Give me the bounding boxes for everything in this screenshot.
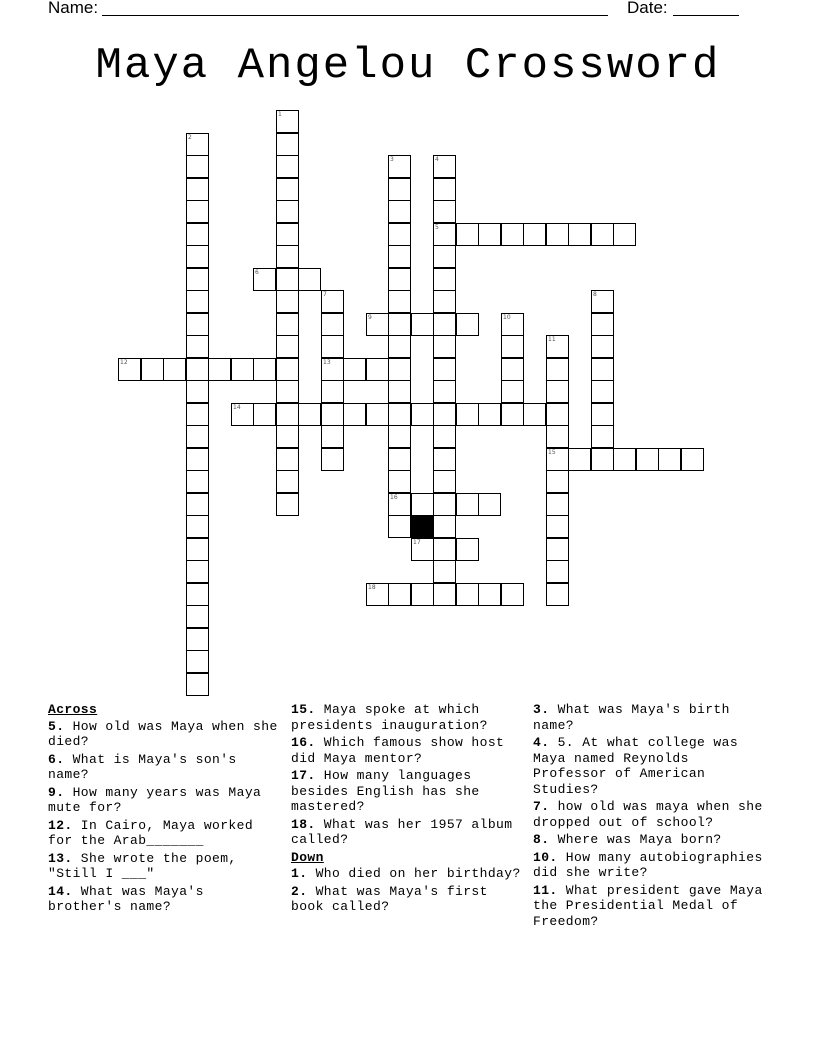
crossword-cell[interactable] bbox=[546, 380, 569, 403]
crossword-cell[interactable] bbox=[433, 313, 456, 336]
blocked-square bbox=[411, 515, 434, 538]
crossword-cell[interactable] bbox=[546, 448, 569, 471]
crossword-cell[interactable] bbox=[613, 448, 636, 471]
clue-text: What was Maya's first book called? bbox=[291, 883, 488, 914]
clue-text: How many languages besides English has she mastered? bbox=[291, 768, 480, 814]
crossword-cell[interactable] bbox=[208, 358, 231, 381]
clue-down-7 bbox=[533, 799, 769, 830]
crossword-cell[interactable] bbox=[636, 448, 659, 471]
crossword-cell[interactable] bbox=[388, 425, 411, 448]
cell-number: 10 bbox=[503, 314, 511, 321]
cell-number: 2 bbox=[188, 134, 192, 141]
clue-number: 15. bbox=[291, 702, 316, 717]
crossword-cell[interactable] bbox=[388, 178, 411, 201]
cell-number: 17 bbox=[413, 539, 421, 546]
crossword-cell[interactable] bbox=[186, 380, 209, 403]
crossword-cell[interactable] bbox=[546, 583, 569, 606]
cell-number: 14 bbox=[233, 404, 241, 411]
crossword-cell[interactable] bbox=[276, 223, 299, 246]
crossword-cell[interactable] bbox=[388, 155, 411, 178]
crossword-cell[interactable] bbox=[186, 245, 209, 268]
crossword-cell[interactable] bbox=[276, 425, 299, 448]
name-label: Name: bbox=[48, 0, 99, 17]
crossword-cell[interactable] bbox=[388, 358, 411, 381]
cell-number: 3 bbox=[390, 156, 394, 163]
clue-text: Who died on her birthday? bbox=[307, 866, 521, 881]
clue-text: Which famous show host did Maya mentor? bbox=[291, 735, 505, 766]
crossword-cell[interactable] bbox=[276, 155, 299, 178]
crossword-cell[interactable] bbox=[276, 335, 299, 358]
crossword-cell[interactable] bbox=[456, 403, 479, 426]
clue-number: 8. bbox=[533, 832, 550, 847]
crossword-cell[interactable] bbox=[321, 425, 344, 448]
crossword-cell[interactable] bbox=[186, 335, 209, 358]
crossword-cell[interactable] bbox=[388, 200, 411, 223]
clue-column-1 bbox=[48, 702, 284, 917]
crossword-cell[interactable] bbox=[276, 290, 299, 313]
crossword-cell[interactable] bbox=[433, 268, 456, 291]
crossword-cell[interactable] bbox=[411, 493, 434, 516]
crossword-cell[interactable] bbox=[501, 335, 524, 358]
crossword-cell[interactable] bbox=[591, 290, 614, 313]
clue-column-2 bbox=[291, 702, 527, 917]
page-title: Maya Angelou Crossword bbox=[95, 41, 721, 91]
crossword-cell[interactable] bbox=[478, 583, 501, 606]
crossword-cell[interactable] bbox=[276, 245, 299, 268]
clue-across-16 bbox=[291, 735, 527, 766]
crossword-cell[interactable] bbox=[276, 313, 299, 336]
clue-number: 4. bbox=[533, 735, 550, 750]
crossword-cell[interactable] bbox=[433, 223, 456, 246]
clue-text: What was her 1957 album called? bbox=[291, 816, 513, 847]
clue-across-12 bbox=[48, 818, 284, 849]
crossword-cell[interactable] bbox=[591, 223, 614, 246]
crossword-cell[interactable] bbox=[388, 313, 411, 336]
crossword-cell[interactable] bbox=[388, 493, 411, 516]
clue-number: 6. bbox=[48, 751, 65, 767]
crossword-cell[interactable] bbox=[411, 583, 434, 606]
crossword-cell[interactable] bbox=[186, 628, 209, 651]
crossword-cell[interactable] bbox=[388, 403, 411, 426]
crossword-cell[interactable] bbox=[591, 380, 614, 403]
crossword-cell[interactable] bbox=[546, 515, 569, 538]
clue-number: 16. bbox=[291, 735, 316, 750]
crossword-cell[interactable] bbox=[388, 245, 411, 268]
crossword-cell[interactable] bbox=[276, 493, 299, 516]
crossword-cell[interactable] bbox=[501, 313, 524, 336]
crossword-cell[interactable] bbox=[433, 560, 456, 583]
crossword-cell[interactable] bbox=[523, 403, 546, 426]
crossword-cell[interactable] bbox=[433, 538, 456, 561]
clue-down-1 bbox=[291, 866, 527, 882]
crossword-cell[interactable] bbox=[501, 223, 524, 246]
crossword-cell[interactable] bbox=[186, 470, 209, 493]
crossword-cell[interactable] bbox=[276, 200, 299, 223]
crossword-cell[interactable] bbox=[546, 358, 569, 381]
crossword-cell[interactable] bbox=[411, 538, 434, 561]
cell-number: 13 bbox=[323, 359, 331, 366]
crossword-cell[interactable] bbox=[546, 560, 569, 583]
crossword-cell[interactable] bbox=[276, 178, 299, 201]
cell-number: 6 bbox=[255, 269, 259, 276]
crossword-cell[interactable] bbox=[321, 358, 344, 381]
crossword-cell[interactable] bbox=[366, 583, 389, 606]
crossword-cell[interactable] bbox=[186, 200, 209, 223]
crossword-cell[interactable] bbox=[456, 313, 479, 336]
crossword-cell[interactable] bbox=[276, 268, 299, 291]
crossword-cell[interactable] bbox=[591, 313, 614, 336]
crossword-cell[interactable] bbox=[546, 223, 569, 246]
clue-text: What was Maya's birth name? bbox=[533, 702, 730, 733]
crossword-cell[interactable] bbox=[186, 358, 209, 381]
clue-down-10 bbox=[533, 850, 769, 881]
clue-across-9 bbox=[48, 785, 284, 816]
crossword-cell[interactable] bbox=[321, 290, 344, 313]
crossword-cell[interactable] bbox=[501, 403, 524, 426]
clue-number: 10. bbox=[533, 849, 558, 865]
clue-down-4 bbox=[533, 735, 769, 797]
cell-number: 9 bbox=[368, 314, 372, 321]
crossword-cell[interactable] bbox=[591, 448, 614, 471]
crossword-cell[interactable] bbox=[276, 448, 299, 471]
clue-down-8 bbox=[533, 832, 769, 848]
crossword-cell[interactable] bbox=[388, 470, 411, 493]
clue-across-13 bbox=[48, 851, 284, 882]
crossword-cell[interactable] bbox=[253, 358, 276, 381]
clue-text: How old was Maya when she died? bbox=[48, 718, 278, 749]
crossword-cell[interactable] bbox=[411, 403, 434, 426]
crossword-cell[interactable] bbox=[298, 403, 321, 426]
crossword-cell[interactable] bbox=[388, 335, 411, 358]
crossword-cell[interactable] bbox=[186, 538, 209, 561]
crossword-cell[interactable] bbox=[276, 133, 299, 156]
crossword-cell[interactable] bbox=[186, 155, 209, 178]
crossword-cell[interactable] bbox=[186, 605, 209, 628]
crossword-cell[interactable] bbox=[433, 425, 456, 448]
crossword-cell[interactable] bbox=[501, 358, 524, 381]
clue-down-11 bbox=[533, 883, 769, 930]
crossword-cell[interactable] bbox=[433, 493, 456, 516]
crossword-cell[interactable] bbox=[456, 223, 479, 246]
clue-across-17 bbox=[291, 768, 527, 815]
crossword-cell[interactable] bbox=[478, 403, 501, 426]
crossword-cell[interactable] bbox=[231, 358, 254, 381]
crossword-cell[interactable] bbox=[186, 133, 209, 156]
cell-number: 8 bbox=[593, 291, 597, 298]
crossword-cell[interactable] bbox=[186, 223, 209, 246]
crossword-cell[interactable] bbox=[591, 358, 614, 381]
crossword-cell[interactable] bbox=[456, 493, 479, 516]
crossword-cell[interactable] bbox=[388, 223, 411, 246]
crossword-cell[interactable] bbox=[546, 493, 569, 516]
crossword-cell[interactable] bbox=[186, 583, 209, 606]
crossword-cell[interactable] bbox=[501, 583, 524, 606]
clue-across-5 bbox=[48, 719, 284, 750]
clue-text: Where was Maya born? bbox=[549, 832, 722, 847]
crossword-cell[interactable] bbox=[546, 538, 569, 561]
crossword-cell[interactable] bbox=[186, 673, 209, 696]
crossword-cell[interactable] bbox=[523, 223, 546, 246]
crossword-cell[interactable] bbox=[658, 448, 681, 471]
crossword-cell[interactable] bbox=[388, 268, 411, 291]
cell-number: 7 bbox=[323, 291, 327, 298]
cell-number: 4 bbox=[435, 156, 439, 163]
crossword-cell[interactable] bbox=[546, 335, 569, 358]
crossword-cell[interactable] bbox=[366, 358, 389, 381]
crossword-cell[interactable] bbox=[613, 223, 636, 246]
clue-text: What president gave Maya the Presidential Medal of Freedom? bbox=[533, 882, 763, 929]
crossword-cell[interactable] bbox=[163, 358, 186, 381]
cell-number: 11 bbox=[548, 336, 556, 343]
clue-text: What is Maya's son's name? bbox=[48, 751, 237, 782]
crossword-cell[interactable] bbox=[186, 268, 209, 291]
crossword-cell[interactable] bbox=[433, 245, 456, 268]
clue-number: 17. bbox=[291, 768, 316, 783]
crossword-cell[interactable] bbox=[478, 493, 501, 516]
clue-number: 3. bbox=[533, 702, 550, 717]
cell-number: 18 bbox=[368, 584, 376, 591]
crossword-cell[interactable] bbox=[366, 403, 389, 426]
crossword-cell[interactable] bbox=[366, 313, 389, 336]
clue-number: 11. bbox=[533, 882, 558, 898]
crossword-cell[interactable] bbox=[253, 403, 276, 426]
crossword-cell[interactable] bbox=[433, 155, 456, 178]
crossword-cell[interactable] bbox=[231, 403, 254, 426]
clue-text: how old was maya when she dropped out of school? bbox=[533, 799, 763, 830]
cell-number: 5 bbox=[435, 224, 439, 231]
crossword-cell[interactable] bbox=[276, 403, 299, 426]
across-heading: Across bbox=[48, 702, 98, 717]
crossword-cell[interactable] bbox=[186, 448, 209, 471]
crossword-cell[interactable] bbox=[321, 403, 344, 426]
clue-number: 9. bbox=[48, 784, 65, 800]
cell-number: 16 bbox=[390, 494, 398, 501]
crossword-cell[interactable] bbox=[186, 290, 209, 313]
crossword-cell[interactable] bbox=[276, 358, 299, 381]
crossword-cell[interactable] bbox=[186, 178, 209, 201]
crossword-cell[interactable] bbox=[456, 583, 479, 606]
crossword-cell[interactable] bbox=[186, 560, 209, 583]
down-heading: Down bbox=[291, 849, 324, 865]
crossword-cell[interactable] bbox=[388, 290, 411, 313]
crossword-cell[interactable] bbox=[433, 290, 456, 313]
clue-text: In Cairo, Maya worked for the Arab_______ bbox=[48, 817, 254, 848]
crossword-cell[interactable] bbox=[186, 403, 209, 426]
crossword-cell[interactable] bbox=[388, 448, 411, 471]
crossword-cell[interactable] bbox=[388, 583, 411, 606]
clue-number: 5. bbox=[48, 718, 65, 734]
crossword-cell[interactable] bbox=[186, 425, 209, 448]
crossword-cell[interactable] bbox=[118, 358, 141, 381]
clue-number: 18. bbox=[291, 816, 316, 832]
crossword-cell[interactable] bbox=[433, 583, 456, 606]
crossword-cell[interactable] bbox=[253, 268, 276, 291]
clue-number: 12. bbox=[48, 817, 73, 833]
crossword-cell[interactable] bbox=[276, 380, 299, 403]
clue-across-18 bbox=[291, 817, 527, 848]
crossword-cell[interactable] bbox=[433, 335, 456, 358]
crossword-cell[interactable] bbox=[681, 448, 704, 471]
clue-number: 13. bbox=[48, 850, 73, 866]
crossword-cell[interactable] bbox=[321, 335, 344, 358]
clue-column-3 bbox=[533, 702, 769, 931]
clue-text: She wrote the poem, "Still I ___" bbox=[48, 850, 237, 881]
crossword-cell[interactable] bbox=[276, 110, 299, 133]
crossword-cell[interactable] bbox=[591, 403, 614, 426]
clue-number: 1. bbox=[291, 866, 308, 881]
crossword-cell[interactable] bbox=[456, 538, 479, 561]
date-label: Date: bbox=[627, 0, 668, 17]
crossword-cell[interactable] bbox=[321, 313, 344, 336]
cell-number: 12 bbox=[120, 359, 128, 366]
crossword-cell[interactable] bbox=[433, 403, 456, 426]
clue-text: How many autobiographies did she write? bbox=[533, 849, 763, 880]
crossword-cell[interactable] bbox=[591, 425, 614, 448]
crossword-cell[interactable] bbox=[546, 470, 569, 493]
crossword-cell[interactable] bbox=[321, 448, 344, 471]
crossword-cell[interactable] bbox=[186, 515, 209, 538]
crossword-cell[interactable] bbox=[141, 358, 164, 381]
crossword-cell[interactable] bbox=[501, 380, 524, 403]
clue-text: What was Maya's brother's name? bbox=[48, 883, 204, 914]
crossword-cell[interactable] bbox=[411, 313, 434, 336]
crossword-cell[interactable] bbox=[433, 200, 456, 223]
crossword-cell[interactable] bbox=[433, 380, 456, 403]
crossword-cell[interactable] bbox=[546, 425, 569, 448]
crossword-cell[interactable] bbox=[433, 470, 456, 493]
clue-text: 5. At what college was Maya named Reynolds Professor of American Studies? bbox=[533, 735, 739, 797]
crossword-cell[interactable] bbox=[186, 313, 209, 336]
clue-across-14 bbox=[48, 884, 284, 915]
clue-across-6 bbox=[48, 752, 284, 783]
crossword-cell[interactable] bbox=[546, 403, 569, 426]
crossword-cell[interactable] bbox=[568, 223, 591, 246]
crossword-cell[interactable] bbox=[321, 380, 344, 403]
crossword-cell[interactable] bbox=[186, 493, 209, 516]
cell-number: 1 bbox=[278, 111, 282, 118]
crossword-cell[interactable] bbox=[186, 650, 209, 673]
cell-number: 15 bbox=[548, 449, 556, 456]
crossword-cell[interactable] bbox=[568, 448, 591, 471]
clue-number: 2. bbox=[291, 883, 308, 899]
crossword-cell[interactable] bbox=[433, 448, 456, 471]
crossword-cell[interactable] bbox=[478, 223, 501, 246]
crossword-cell[interactable] bbox=[388, 380, 411, 403]
clue-down-3 bbox=[533, 702, 769, 733]
crossword-cell[interactable] bbox=[433, 178, 456, 201]
clue-text: Maya spoke at which presidents inauguration? bbox=[291, 702, 488, 733]
clue-text: How many years was Maya mute for? bbox=[48, 784, 262, 815]
crossword-cell[interactable] bbox=[298, 268, 321, 291]
crossword-cell[interactable] bbox=[343, 358, 366, 381]
crossword-cell[interactable] bbox=[343, 403, 366, 426]
clue-number: 14. bbox=[48, 883, 73, 899]
clue-across-15 bbox=[291, 702, 527, 733]
crossword-cell[interactable] bbox=[276, 470, 299, 493]
clue-number: 7. bbox=[533, 799, 550, 814]
crossword-cell[interactable] bbox=[388, 515, 411, 538]
clue-down-2 bbox=[291, 884, 527, 915]
crossword-cell[interactable] bbox=[433, 358, 456, 381]
crossword-cell[interactable] bbox=[433, 515, 456, 538]
crossword-cell[interactable] bbox=[591, 335, 614, 358]
